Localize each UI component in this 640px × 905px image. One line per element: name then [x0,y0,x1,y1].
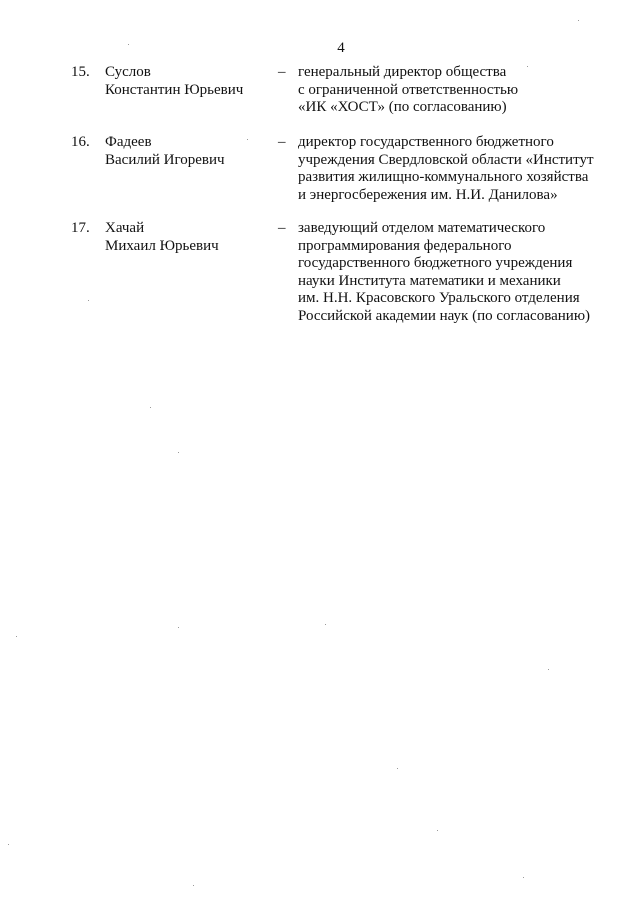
scan-speck [128,44,129,45]
scan-speck [16,636,17,637]
person-surname: Хачай [105,220,145,236]
scan-speck [8,844,9,845]
position-line: науки Института математики и механики [298,272,561,289]
scan-speck [150,407,151,408]
dash-separator: – [278,220,286,236]
scan-speck [578,20,579,21]
position-line: им. Н.Н. Красовского Уральского отделения [298,290,580,306]
position-line: Российской академии наук (по согласованию) [298,307,591,324]
scan-speck [325,624,326,625]
person-given-name: Михаил Юрьевич [105,237,219,254]
person-name [105,64,275,99]
person-given-name: Константин Юрьевич [105,81,244,98]
dash-separator: – [278,64,286,80]
entry-number: 15. [71,64,90,80]
person-position [298,64,618,117]
position-line: генеральный директор общества [298,64,507,80]
position-line: «ИК «ХОСТ» (по согласованию) [298,99,507,115]
person-name [105,220,275,255]
scan-speck [178,627,179,628]
position-line: программирования федерального [298,237,512,254]
position-line: государственного бюджетного учреждения [298,255,573,271]
scan-speck [523,877,524,878]
scan-speck [548,669,549,670]
page-number: 4 [337,40,345,56]
entry-number: 17. [71,220,90,236]
person-given-name: Василий Игоревич [105,151,225,168]
person-surname: Фадеев [105,134,152,150]
person-position [298,220,618,325]
scan-speck [193,885,194,886]
person-name [105,134,275,169]
scan-speck [178,452,179,453]
scan-speck [397,768,398,769]
position-line: с ограниченной ответственностью [298,81,519,98]
scan-speck [437,830,438,831]
scan-speck [88,300,89,301]
position-line: директор государственного бюджетного [298,134,554,150]
position-line: заведующий отделом математического [298,220,546,236]
position-line: учреждения Свердловской области «Институт [298,151,594,168]
scan-speck [247,139,248,140]
person-position [298,134,618,204]
position-line: и энергосбережения им. Н.И. Данилова» [298,186,558,203]
entry-number: 16. [71,134,90,150]
position-line: развития жилищно-коммунального хозяйства [298,169,589,185]
scan-speck [527,66,528,67]
dash-separator: – [278,134,286,150]
person-surname: Суслов [105,64,151,80]
